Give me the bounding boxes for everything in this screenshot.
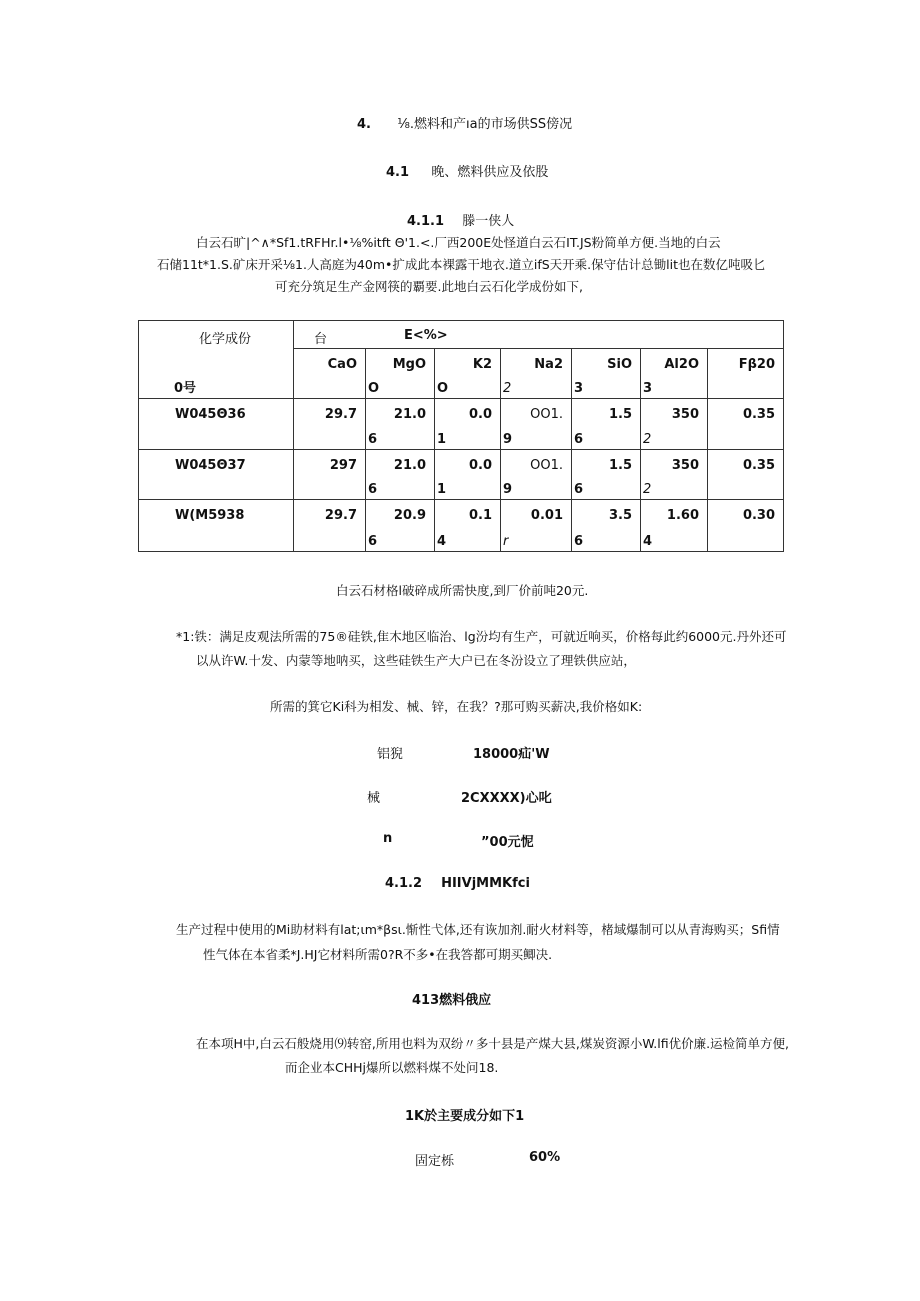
header-unit-cell (294, 321, 784, 349)
table-cell (435, 399, 501, 449)
cell-value: 0.0 (468, 407, 492, 423)
cell-value: 0.35 (742, 457, 776, 473)
column-header (572, 349, 641, 399)
cell-value: 0.35 (742, 407, 776, 423)
table-cell (366, 499, 435, 551)
table-cell (708, 449, 784, 499)
cell-sub: 6 (574, 431, 584, 447)
table-cell (501, 449, 572, 499)
paragraph-line: 而企业本CHHj爆所以燃料煤不处问18. (285, 1060, 499, 1075)
price-item-value: 18000疝'W (473, 747, 550, 762)
cell-sub: 6 (368, 534, 378, 549)
coal-item-name: 固定栎 (415, 1154, 455, 1169)
table-row (139, 449, 784, 499)
table-cell (641, 499, 708, 551)
table-cell (366, 449, 435, 499)
column-header (435, 349, 501, 399)
row-id-cell (139, 449, 294, 499)
cell-value: 1.5 (608, 407, 632, 423)
table-cell (294, 399, 366, 449)
other-materials-paragraph: 所需的箕它Ki科为相发、械、锌，在我？?那可购买薪决,我价格如K: (270, 699, 643, 714)
cell-value: OO1. (530, 457, 563, 473)
column-header (708, 349, 784, 399)
table-cell (708, 499, 784, 551)
price-paragraph: 白云石材格l破碎成所需快度,到厂价前吨20元. (336, 583, 589, 598)
table-cell (708, 399, 784, 449)
table-id-label: 0号 (174, 381, 197, 396)
cell-sub: 1 (437, 431, 447, 447)
table-cell (294, 499, 366, 551)
column-sub: 3 (574, 381, 584, 397)
price-item-value: 2CXXXX)心叱 (461, 791, 552, 806)
section-heading-4-1-2 (385, 876, 530, 891)
table-cell (641, 399, 708, 449)
cell-sub: r (503, 534, 509, 549)
cell-sub: 6 (368, 481, 378, 497)
paragraph-line: 生产过程中使用的Mi助材料有lat;ιm*βsι.惭性弋体,还有诙加剂.耐火材料等，楮域爆制可以从青海购买；Sfi情 (176, 922, 780, 937)
table-cell (572, 499, 641, 551)
price-item-name: 械 (367, 791, 381, 806)
table-row (139, 499, 784, 551)
heading-text: 滕一侠人 (462, 214, 515, 229)
row-id-cell (139, 399, 294, 449)
cell-value: 1.60 (666, 507, 699, 523)
sample-id: W045Θ36 (175, 407, 246, 423)
column-name: K2 (472, 357, 492, 373)
cell-value: 1.5 (608, 457, 632, 473)
cell-value: 29.7 (324, 407, 357, 423)
cell-value: 21.0 (393, 457, 426, 473)
table-unit-b: E<%> (404, 328, 448, 343)
column-header (294, 349, 366, 399)
cell-value: OO1. (530, 407, 563, 423)
table-header-label: 化学成份 (199, 332, 252, 347)
paragraph-line: 石储11t*1.S.矿床开采⅛1.人高庭为40m•扩成此本裸露干地衣.道立ifS天开乘.保守估计总锄lit也在数亿吨吸匕 (157, 257, 766, 272)
cell-value: 350 (671, 457, 699, 473)
cell-sub: 9 (503, 481, 513, 497)
table-cell (572, 399, 641, 449)
cell-sub: 6 (574, 481, 584, 497)
column-name: Al2O (664, 357, 699, 373)
price-item-name: 铝猊 (377, 747, 404, 762)
column-name: SiO (607, 357, 632, 373)
cell-sub: 1 (437, 481, 447, 497)
heading-number: 4. (357, 117, 371, 132)
paragraph-line: 白云石旷|^∧*Sf1.tRFHr.l•⅛%itft Θ'1.<.厂西200E处怪道白云石IT.JS粉简单方便.当地的白云 (196, 235, 721, 250)
column-header (366, 349, 435, 399)
cell-sub: 4 (643, 534, 653, 549)
price-item-name: n (383, 831, 393, 846)
cell-value: 3.5 (608, 507, 632, 523)
cell-sub: 4 (437, 534, 447, 549)
coal-composition-title: 1K於主要成分如下1 (405, 1109, 525, 1124)
section-heading-4-1 (386, 161, 548, 180)
composition-table (138, 320, 784, 552)
column-sub: O (437, 381, 449, 397)
table-cell (435, 449, 501, 499)
column-sub: 3 (643, 381, 653, 397)
price-item-value: ”00元怩 (481, 835, 534, 850)
cell-value: 21.0 (393, 407, 426, 423)
paragraph-line: *1:铁：满足皮观法所需的75®硅铁,隹木地区临治、lg汾均有生产，可就近响买，价格每此约6000元.丹外还可 (176, 629, 787, 644)
column-name: Fβ20 (738, 357, 776, 373)
paragraph-line: 以从许W.十发、内蒙等地呐买，这些硅铁生产大户已在冬汾设立了理铁供应站， (196, 653, 636, 668)
heading-number: 4.1.1 (407, 214, 445, 229)
table-cell (572, 449, 641, 499)
cell-sub: 6 (368, 431, 378, 447)
column-name: Na2 (534, 357, 563, 373)
table-cell (501, 399, 572, 449)
heading-text: ⅛.燃料和产ıa的市场供SS傍况 (397, 117, 573, 132)
cell-value: 0.1 (468, 507, 492, 523)
table-unit-a: 台 (314, 332, 328, 347)
table-cell (501, 499, 572, 551)
table-row (139, 399, 784, 449)
cell-value: 350 (671, 407, 699, 423)
table-cell (641, 449, 708, 499)
cell-value: 20.9 (393, 507, 426, 523)
cell-sub: 6 (574, 534, 584, 549)
sample-id: W(M5938 (175, 507, 245, 523)
cell-value: 0.01 (530, 507, 563, 523)
row-id-cell (139, 499, 294, 551)
section-heading-4 (357, 113, 572, 132)
cell-sub: 2 (643, 431, 652, 447)
section-heading-4-1-1 (407, 210, 514, 229)
cell-value: 29.7 (324, 507, 357, 523)
column-sub: 2 (503, 381, 512, 397)
cell-sub: 2 (643, 481, 652, 497)
column-header (501, 349, 572, 399)
cell-value: 297 (329, 457, 357, 473)
column-name: CaO (327, 357, 357, 373)
heading-number: 4.1 (386, 165, 410, 180)
cell-value: 0.30 (742, 507, 776, 523)
paragraph-line: 可充分筑足生产金网筷的覇要.此地白云石化学成份如下, (275, 279, 583, 294)
cell-sub: 9 (503, 431, 513, 447)
table-cell (366, 399, 435, 449)
table-cell (294, 449, 366, 499)
column-name: MgO (392, 357, 426, 373)
coal-item-value: 60% (529, 1150, 561, 1165)
heading-text: 晚、燃料供应及依股 (431, 165, 549, 180)
column-header (641, 349, 708, 399)
table-cell (435, 499, 501, 551)
heading-text: HIIVjMMKfci (441, 876, 530, 891)
header-label-cell (139, 321, 294, 399)
column-sub: O (368, 381, 380, 397)
heading-number: 4.1.2 (385, 876, 423, 891)
sample-id: W045Θ37 (175, 457, 246, 473)
section-heading-4-1-3: 413燃料俄应 (412, 993, 492, 1008)
cell-value: 0.0 (468, 457, 492, 473)
paragraph-line: 性气体在本省柔*J.HJ它材料所需0?R不多•在我答都可期买鲫决. (203, 947, 553, 962)
paragraph-line: 在本项H中,白云石般烧用⑼转窑,所用也料为双纷〃多十县是产煤大县,煤炭资源小W.lfi优价廉.运检简单方便, (196, 1036, 790, 1051)
